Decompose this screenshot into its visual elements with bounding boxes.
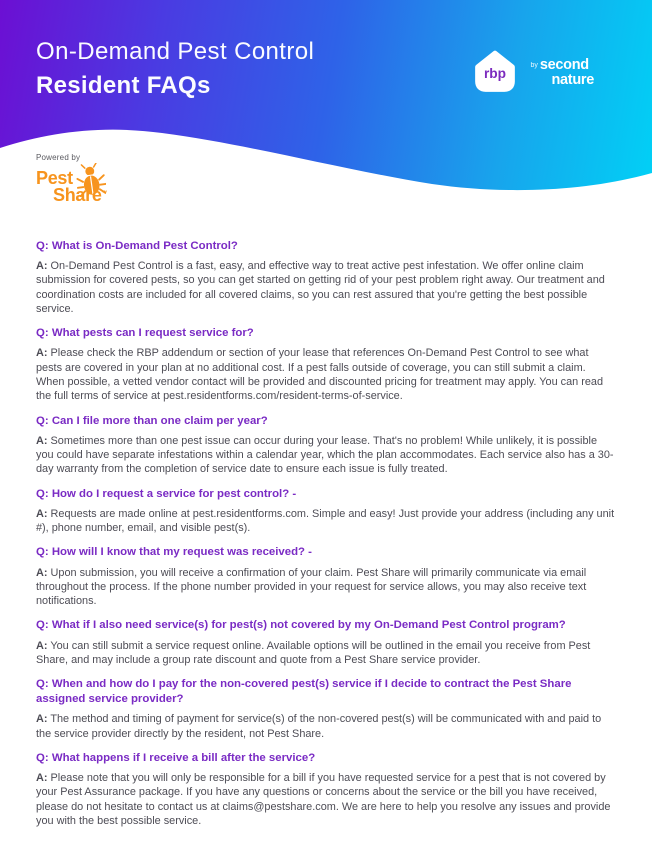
faq-item	[36, 677, 616, 741]
faq-question: Q: When and how do I pay for the non-covered pest(s) service if I decide to contract the Pest Share assigned service provider?	[36, 678, 572, 706]
faq-question: Q: Can I file more than one claim per year?	[36, 414, 268, 427]
faq-list	[0, 228, 652, 828]
faq-question: Q: What is On-Demand Pest Control?	[36, 240, 238, 252]
page-title	[36, 38, 314, 100]
answer-text: Requests are made online at pest.residentforms.com. Simple and easy! Just provide your address (including any unit #), phone number, email, and visible pest(s).	[36, 507, 615, 535]
faq-item	[36, 414, 616, 477]
faq-answer	[36, 434, 616, 477]
brand-second: second	[539, 56, 589, 73]
rbp-house-icon	[469, 46, 521, 98]
faq-answer	[36, 507, 616, 536]
answer-text: Upon submission, you will receive a confirmation of your claim. Pest Share will primarily communicate via email throughout the process. If the phone number provided in your request for service allows, you may also receive text notifications.	[36, 566, 587, 608]
by-label: by	[530, 61, 538, 69]
brand-pest: Pest	[36, 168, 73, 188]
rbp-monogram: rbp	[484, 65, 507, 81]
brand-share: Share	[53, 185, 102, 205]
answer-text: Please check the RBP addendum or section of your lease that references On-Demand Pest Control to see what pests are covered in your plan at no additional cost. If a pest falls outside of coverage, you can still submit a claim. When possible, a vetted vendor contact will be provided and discounted pricing for treatment may apply. You can read the full terms of service at pest.residentforms.com/resident-terms-of-service.	[36, 347, 604, 403]
answer-text: You can still submit a service request online. Available options will be outlined in the email you receive from Pest Share, and may include a group rate discount and quote from a Pest Share service provider.	[36, 639, 591, 666]
title-line2: Resident FAQs	[36, 72, 211, 99]
header-banner	[0, 0, 652, 228]
answer-prefix: A:	[36, 347, 48, 360]
faq-question: Q: How will I know that my request was received? -	[36, 546, 312, 559]
answer-prefix: A:	[36, 713, 48, 726]
faq-item	[36, 326, 616, 403]
answer-prefix: A:	[36, 771, 48, 784]
answer-prefix: A:	[36, 639, 48, 652]
answer-prefix: A:	[36, 566, 48, 579]
answer-prefix: A:	[36, 434, 48, 447]
faq-question: Q: What if I also need service(s) for pest(s) not covered by my On-Demand Pest Control program?	[36, 619, 566, 632]
answer-text: Sometimes more than one pest issue can occur during your lease. That's no problem! While unlikely, it is possible you could have separate infestations within a calendar year, which the plan accommodates. Each service also has a 30-day warranty from the completion of service date to ensure each issue is fully treated.	[36, 434, 614, 476]
answer-text: The method and timing of payment for service(s) of the non-covered pest(s) will be communicated with and paid to the service provider directly by the resident, not Pest Share.	[36, 713, 602, 740]
pest-share-logo	[36, 153, 156, 206]
brand-nature: nature	[551, 71, 594, 88]
answer-text: Please note that you will only be responsible for a bill if you have requested service for a pest that is not covered by your Pest Assurance package. If you have any questions or concerns about the service or the bill you have received, please do not hesitate to contact us at claims@pestshare.com. We are here to help you resolve any issues and provide you with the best possible service.	[36, 771, 611, 827]
faq-answer	[36, 639, 616, 668]
powered-by-label: Powered by	[36, 153, 81, 162]
faq-answer	[36, 771, 616, 828]
faq-item	[36, 545, 616, 608]
faq-item	[36, 239, 616, 316]
faq-item	[36, 487, 616, 536]
faq-question: Q: What pests can I request service for?	[36, 327, 254, 340]
title-line1: On-Demand Pest Control	[36, 38, 315, 65]
faq-answer	[36, 259, 616, 316]
faq-answer	[36, 566, 616, 609]
answer-text: On-Demand Pest Control is a fast, easy, and effective way to treat active pest infestation. We offer online claim submission for covered pests, so you can get started on getting rid of your pest problem right away. Our treatment and coordination costs are included for all covered claims, so you can rest assured that you're getting the best possible service.	[36, 260, 605, 316]
second-nature-wordmark	[530, 58, 594, 87]
faq-answer	[36, 346, 616, 403]
faq-question: Q: What happens if I receive a bill after the service?	[36, 751, 316, 764]
faq-item	[36, 618, 616, 667]
answer-prefix: A:	[36, 260, 48, 273]
faq-question: Q: How do I request a service for pest control? -	[36, 487, 297, 500]
trademark-symbol: ™	[101, 190, 108, 197]
answer-prefix: A:	[36, 507, 48, 520]
faq-answer	[36, 712, 616, 741]
faq-item	[36, 751, 616, 828]
rbp-second-nature-logo	[469, 46, 594, 98]
